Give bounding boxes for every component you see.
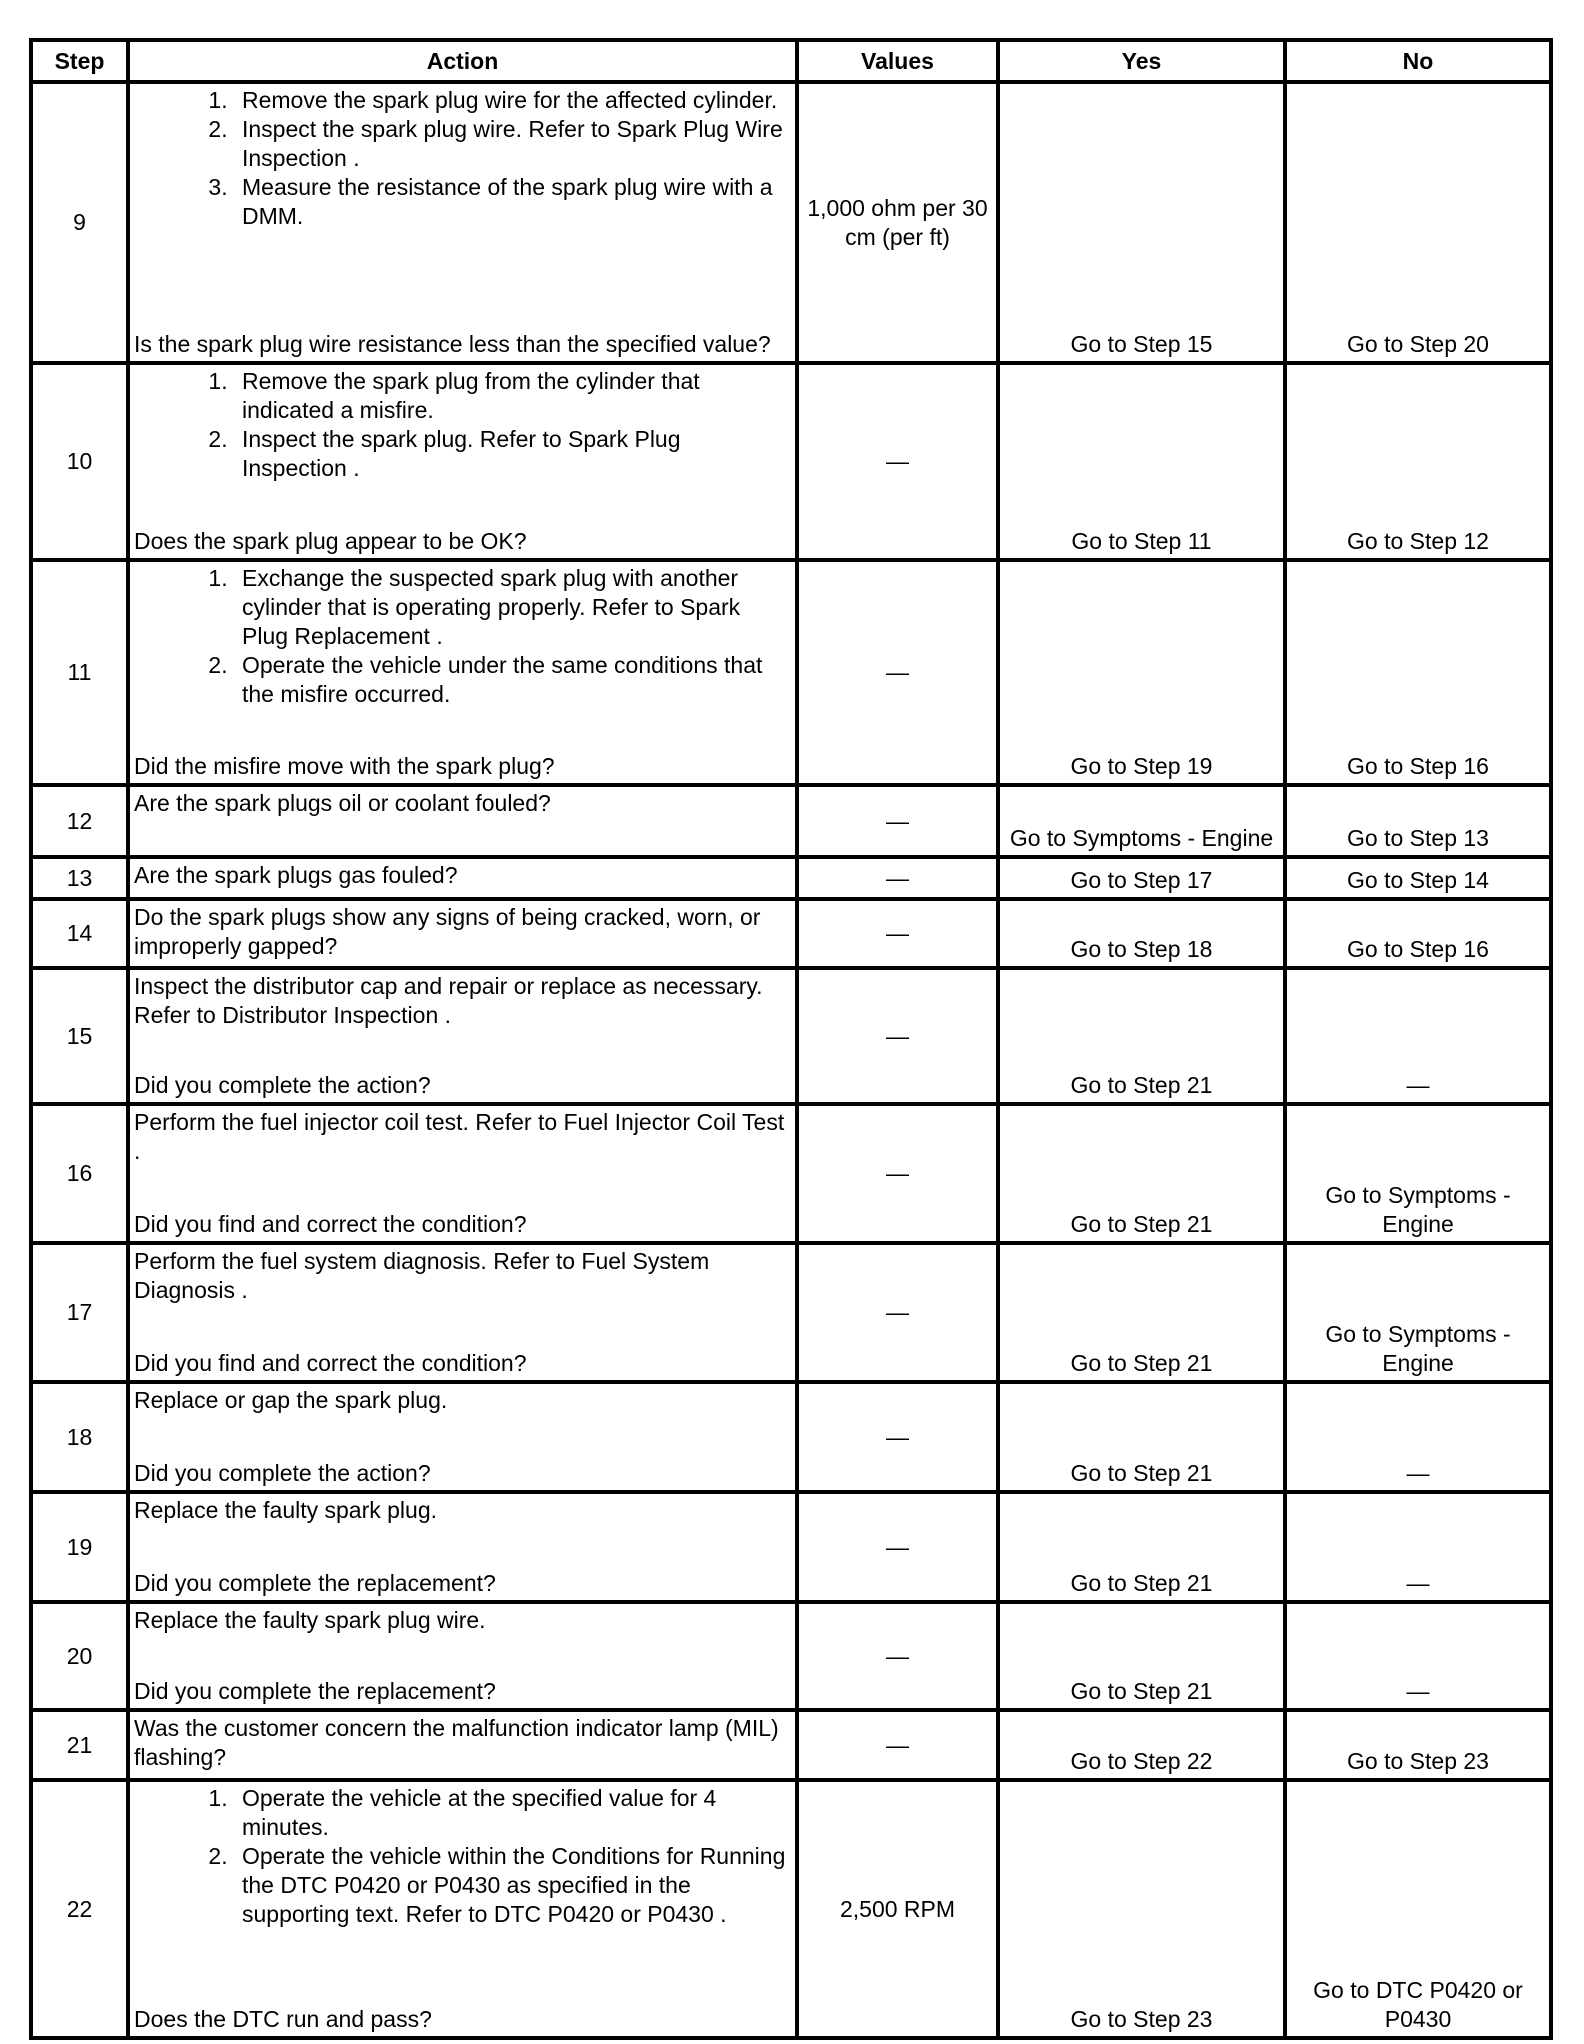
action-text: Perform the fuel injector coil test. Refer to Fuel Injector Coil Test . xyxy=(134,1109,785,1164)
no-result: Go to Step 20 xyxy=(1347,331,1489,357)
value-text: — xyxy=(886,1731,909,1758)
step-number: 11 xyxy=(67,659,92,685)
no-cell-content xyxy=(1287,1782,1549,2036)
action-cell xyxy=(128,1710,797,1780)
values-cell xyxy=(797,1780,998,2038)
values-cell xyxy=(797,1382,998,1492)
no-result: Go to Step 13 xyxy=(1347,825,1489,851)
action-step: 1. Exchange the suspected spark plug with another cylinder that is operating properly. Refer to Spark Plug Replacement . xyxy=(234,564,791,651)
action-instructions xyxy=(134,564,791,709)
no-cell-content xyxy=(1287,1494,1549,1600)
no-result: — xyxy=(1406,1072,1430,1098)
action-step: 2. Operate the vehicle within the Conditions for Running the DTC P0420 or P0430 as specified in the supporting text. Refer to DTC P0420 or P0430 . xyxy=(234,1842,791,1929)
no-cell xyxy=(1285,899,1551,968)
values-cell xyxy=(797,363,998,560)
header-values: Values xyxy=(797,40,998,82)
action-step: 1. Remove the spark plug wire for the affected cylinder. xyxy=(234,86,791,115)
step-cell xyxy=(31,560,128,785)
action-cell xyxy=(128,785,797,857)
action-cell xyxy=(128,1780,797,2038)
yes-cell xyxy=(998,1710,1285,1780)
action-text: Replace the faulty spark plug. xyxy=(134,1497,438,1523)
values-cell-content xyxy=(799,1494,996,1600)
values-cell xyxy=(797,1243,998,1382)
table-row xyxy=(31,1382,1551,1492)
step-cell xyxy=(31,1780,128,2038)
value-text: — xyxy=(886,807,909,834)
yes-result: Go to Step 21 xyxy=(1070,1211,1213,1237)
action-text: Was the customer concern the malfunction indicator lamp (MIL) flashing? xyxy=(134,1715,779,1770)
action-question: Did you complete the action? xyxy=(134,1072,431,1098)
action-question: Did you complete the replacement? xyxy=(134,1678,496,1704)
action-text: Replace the faulty spark plug wire. xyxy=(134,1607,486,1633)
value-text: — xyxy=(886,448,909,474)
yes-result: Go to Step 15 xyxy=(1070,331,1213,357)
step-number: 10 xyxy=(66,448,93,474)
step-number: 16 xyxy=(66,1160,93,1186)
no-cell-content xyxy=(1287,1712,1549,1778)
table-row xyxy=(31,968,1551,1104)
no-cell xyxy=(1285,1104,1551,1243)
step-cell xyxy=(31,785,128,857)
action-question: Did the misfire move with the spark plug? xyxy=(134,753,555,779)
value-text: 1,000 ohm per 30 cm (per ft) xyxy=(807,194,988,250)
no-cell-content xyxy=(1287,901,1549,966)
action-text: Replace or gap the spark plug. xyxy=(134,1387,448,1413)
yes-cell-content xyxy=(1000,1712,1283,1778)
step-cell xyxy=(31,1602,128,1710)
action-question: Did you complete the replacement? xyxy=(134,1570,496,1596)
no-result: Go to Symptoms - Engine xyxy=(1325,1321,1511,1376)
step-cell-content xyxy=(33,859,126,897)
action-text: Do the spark plugs show any signs of being cracked, worn, or improperly gapped? xyxy=(134,904,761,959)
step-number: 22 xyxy=(66,1895,93,1922)
values-cell xyxy=(797,899,998,968)
yes-cell-content xyxy=(1000,1604,1283,1708)
no-result: Go to Symptoms - Engine xyxy=(1325,1182,1511,1237)
action-instructions xyxy=(134,1606,791,1635)
step-number: 19 xyxy=(66,1533,93,1560)
step-cell-content xyxy=(33,1782,126,2036)
values-cell-content xyxy=(799,787,996,855)
values-cell-content xyxy=(799,1106,996,1241)
step-cell xyxy=(31,1710,128,1780)
action-cell-content xyxy=(130,1245,795,1380)
no-cell-content xyxy=(1287,859,1549,897)
table-row xyxy=(31,1710,1551,1780)
action-instructions xyxy=(134,1386,791,1415)
yes-cell-content xyxy=(1000,1782,1283,2036)
step-number: 13 xyxy=(66,864,93,891)
no-cell-content xyxy=(1287,365,1549,558)
action-cell-content xyxy=(130,562,795,783)
action-question: Does the DTC run and pass? xyxy=(134,2006,432,2032)
step-number: 14 xyxy=(66,920,93,946)
table-row xyxy=(31,1780,1551,2038)
yes-cell-content xyxy=(1000,901,1283,966)
step-cell xyxy=(31,363,128,560)
no-cell xyxy=(1285,1780,1551,2038)
diagnostic-table xyxy=(29,38,1553,2040)
yes-result: Go to Step 21 xyxy=(1070,1072,1213,1098)
values-cell-content xyxy=(799,365,996,558)
yes-cell xyxy=(998,857,1285,899)
step-cell-content xyxy=(33,84,126,361)
no-cell xyxy=(1285,785,1551,857)
no-cell xyxy=(1285,1243,1551,1382)
no-cell xyxy=(1285,857,1551,899)
no-result: — xyxy=(1406,1460,1430,1486)
yes-cell xyxy=(998,363,1285,560)
action-cell-content xyxy=(130,1782,795,2036)
value-text: — xyxy=(886,1160,909,1186)
yes-result: Go to Step 21 xyxy=(1070,1570,1213,1596)
yes-cell xyxy=(998,1104,1285,1243)
yes-result: Go to Step 19 xyxy=(1070,753,1213,779)
action-cell-content xyxy=(130,84,795,361)
table-row xyxy=(31,857,1551,899)
values-cell-content xyxy=(799,1712,996,1778)
action-instructions xyxy=(134,789,791,818)
no-cell xyxy=(1285,1492,1551,1602)
action-question: Did you find and correct the condition? xyxy=(134,1350,527,1376)
no-cell-content xyxy=(1287,1106,1549,1241)
yes-result: Go to Step 22 xyxy=(1070,1748,1213,1774)
no-result: Go to DTC P0420 or P0430 xyxy=(1313,1977,1523,2032)
values-cell xyxy=(797,1104,998,1243)
step-cell xyxy=(31,82,128,363)
value-text: — xyxy=(886,1642,909,1669)
no-result: — xyxy=(1406,1678,1430,1704)
no-cell-content xyxy=(1287,1245,1549,1380)
action-instructions xyxy=(134,1714,791,1772)
step-number: 18 xyxy=(66,1423,93,1450)
yes-cell-content xyxy=(1000,1245,1283,1380)
yes-result: Go to Step 11 xyxy=(1071,528,1212,554)
no-result: — xyxy=(1406,1570,1430,1596)
values-cell xyxy=(797,968,998,1104)
no-result: Go to Step 14 xyxy=(1347,867,1489,893)
values-cell-content xyxy=(799,859,996,897)
yes-result: Go to Step 18 xyxy=(1070,936,1213,962)
action-step: 1. Operate the vehicle at the specified value for 4 minutes. xyxy=(234,1784,791,1842)
yes-cell xyxy=(998,1780,1285,2038)
values-cell xyxy=(797,1602,998,1710)
yes-result: Go to Symptoms - Engine xyxy=(1009,825,1274,851)
step-cell-content xyxy=(33,1245,126,1380)
values-cell-content xyxy=(799,1782,996,2036)
step-cell xyxy=(31,1382,128,1492)
step-cell xyxy=(31,857,128,899)
header-row xyxy=(31,40,1551,82)
action-instructions xyxy=(134,1496,791,1525)
table-row xyxy=(31,560,1551,785)
action-cell-content xyxy=(130,1384,795,1490)
action-cell-content xyxy=(130,787,795,855)
action-step: 1. Remove the spark plug from the cylinder that indicated a misfire. xyxy=(234,367,791,425)
step-cell-content xyxy=(33,1384,126,1490)
step-number: 15 xyxy=(66,1022,93,1049)
values-cell xyxy=(797,857,998,899)
table-row xyxy=(31,1602,1551,1710)
action-step: 2. Operate the vehicle under the same conditions that the misfire occurred. xyxy=(234,651,791,709)
step-cell-content xyxy=(33,1494,126,1600)
yes-cell xyxy=(998,899,1285,968)
action-cell-content xyxy=(130,1494,795,1600)
action-step: 2. Inspect the spark plug wire. Refer to Spark Plug Wire Inspection . xyxy=(234,115,791,173)
yes-cell xyxy=(998,1243,1285,1382)
step-cell-content xyxy=(33,970,126,1102)
action-cell-content xyxy=(130,859,795,897)
action-instructions xyxy=(134,1108,791,1166)
yes-cell xyxy=(998,968,1285,1104)
table-row xyxy=(31,1104,1551,1243)
values-cell-content xyxy=(799,84,996,361)
action-cell xyxy=(128,1104,797,1243)
action-instructions xyxy=(134,972,791,1030)
action-cell-content xyxy=(130,901,795,966)
yes-result: Go to Step 21 xyxy=(1070,1678,1213,1704)
action-steps-list xyxy=(134,564,791,709)
action-instructions xyxy=(134,861,791,890)
no-cell-content xyxy=(1287,787,1549,855)
value-text: — xyxy=(886,920,909,946)
action-cell xyxy=(128,1492,797,1602)
action-steps-list xyxy=(134,367,791,483)
action-instructions xyxy=(134,903,791,961)
action-step: 2. Inspect the spark plug. Refer to Spark Plug Inspection . xyxy=(234,425,791,483)
no-result: Go to Step 23 xyxy=(1347,1748,1489,1774)
action-text: Are the spark plugs oil or coolant fouled? xyxy=(134,790,551,816)
yes-result: Go to Step 21 xyxy=(1070,1460,1213,1486)
action-cell xyxy=(128,1243,797,1382)
header-no: No xyxy=(1285,40,1551,82)
action-cell-content xyxy=(130,970,795,1102)
no-cell-content xyxy=(1287,562,1549,783)
action-instructions xyxy=(134,86,791,231)
no-cell-content xyxy=(1287,84,1549,361)
value-text: 2,500 RPM xyxy=(839,1895,956,1922)
yes-cell-content xyxy=(1000,1494,1283,1600)
table-row xyxy=(31,82,1551,363)
values-cell-content xyxy=(799,1384,996,1490)
step-cell xyxy=(31,1104,128,1243)
values-cell xyxy=(797,785,998,857)
yes-result: Go to Step 17 xyxy=(1070,867,1213,893)
action-cell xyxy=(128,363,797,560)
yes-cell xyxy=(998,82,1285,363)
no-cell xyxy=(1285,363,1551,560)
table-row xyxy=(31,785,1551,857)
action-cell xyxy=(128,1602,797,1710)
step-cell-content xyxy=(33,1712,126,1778)
step-cell xyxy=(31,899,128,968)
step-number: 12 xyxy=(66,807,93,834)
no-cell xyxy=(1285,1602,1551,1710)
action-question: Does the spark plug appear to be OK? xyxy=(134,528,527,554)
values-cell-content xyxy=(799,970,996,1102)
value-text: — xyxy=(886,1423,909,1450)
step-cell-content xyxy=(33,365,126,558)
step-cell-content xyxy=(33,1106,126,1241)
step-number: 17 xyxy=(66,1299,93,1325)
action-text: Perform the fuel system diagnosis. Refer to Fuel System Diagnosis . xyxy=(134,1248,710,1303)
no-cell xyxy=(1285,82,1551,363)
values-cell xyxy=(797,1710,998,1780)
yes-cell xyxy=(998,1492,1285,1602)
yes-cell-content xyxy=(1000,84,1283,361)
no-cell-content xyxy=(1287,1604,1549,1708)
yes-cell-content xyxy=(1000,1106,1283,1241)
table-row xyxy=(31,1492,1551,1602)
no-result: Go to Step 16 xyxy=(1347,753,1489,779)
action-cell xyxy=(128,1382,797,1492)
action-cell xyxy=(128,82,797,363)
step-cell-content xyxy=(33,1604,126,1708)
step-cell-content xyxy=(33,787,126,855)
action-question: Is the spark plug wire resistance less than the specified value? xyxy=(134,331,771,357)
action-cell xyxy=(128,968,797,1104)
table-row xyxy=(31,1243,1551,1382)
yes-cell xyxy=(998,785,1285,857)
value-text: — xyxy=(886,1533,909,1560)
yes-cell-content xyxy=(1000,1384,1283,1490)
values-cell-content xyxy=(799,562,996,783)
no-cell-content xyxy=(1287,1384,1549,1490)
step-number: 9 xyxy=(73,209,86,235)
step-cell xyxy=(31,968,128,1104)
yes-cell-content xyxy=(1000,859,1283,897)
no-cell xyxy=(1285,560,1551,785)
step-cell xyxy=(31,1243,128,1382)
no-result: Go to Step 16 xyxy=(1347,936,1489,962)
action-cell-content xyxy=(130,365,795,558)
yes-cell-content xyxy=(1000,787,1283,855)
table-row xyxy=(31,363,1551,560)
values-cell xyxy=(797,560,998,785)
yes-cell xyxy=(998,560,1285,785)
action-cell-content xyxy=(130,1712,795,1778)
action-cell xyxy=(128,857,797,899)
action-steps-list xyxy=(134,1784,791,1929)
action-cell xyxy=(128,899,797,968)
no-cell-content xyxy=(1287,970,1549,1102)
yes-cell xyxy=(998,1602,1285,1710)
yes-cell-content xyxy=(1000,970,1283,1102)
action-instructions xyxy=(134,1784,791,1929)
action-cell-content xyxy=(130,1604,795,1708)
step-cell-content xyxy=(33,901,126,966)
yes-result: Go to Step 23 xyxy=(1070,2006,1213,2032)
action-step: 3. Measure the resistance of the spark plug wire with a DMM. xyxy=(234,173,791,231)
action-steps-list xyxy=(134,86,791,231)
no-cell xyxy=(1285,1710,1551,1780)
action-text: Inspect the distributor cap and repair or replace as necessary. Refer to Distributor Inspection . xyxy=(134,973,763,1028)
action-cell xyxy=(128,560,797,785)
yes-result: Go to Step 21 xyxy=(1070,1350,1213,1376)
value-text: — xyxy=(886,1022,909,1049)
header-step: Step xyxy=(31,40,128,82)
action-instructions xyxy=(134,1247,791,1305)
step-number: 21 xyxy=(66,1731,93,1758)
action-instructions xyxy=(134,367,791,483)
action-text: Are the spark plugs gas fouled? xyxy=(134,862,458,888)
step-cell xyxy=(31,1492,128,1602)
value-text: — xyxy=(886,864,909,891)
no-result: Go to Step 12 xyxy=(1347,528,1489,554)
step-number: 20 xyxy=(66,1642,93,1669)
step-cell-content xyxy=(33,562,126,783)
header-action: Action xyxy=(128,40,797,82)
values-cell xyxy=(797,1492,998,1602)
value-text: — xyxy=(886,1299,909,1325)
table-row xyxy=(31,899,1551,968)
values-cell-content xyxy=(799,1604,996,1708)
values-cell-content xyxy=(799,1245,996,1380)
values-cell xyxy=(797,82,998,363)
action-cell-content xyxy=(130,1106,795,1241)
yes-cell xyxy=(998,1382,1285,1492)
action-question: Did you find and correct the condition? xyxy=(134,1211,527,1237)
header-yes: Yes xyxy=(998,40,1285,82)
action-question: Did you complete the action? xyxy=(134,1460,431,1486)
value-text: — xyxy=(886,659,909,685)
yes-cell-content xyxy=(1000,365,1283,558)
yes-cell-content xyxy=(1000,562,1283,783)
no-cell xyxy=(1285,1382,1551,1492)
no-cell xyxy=(1285,968,1551,1104)
values-cell-content xyxy=(799,901,996,966)
